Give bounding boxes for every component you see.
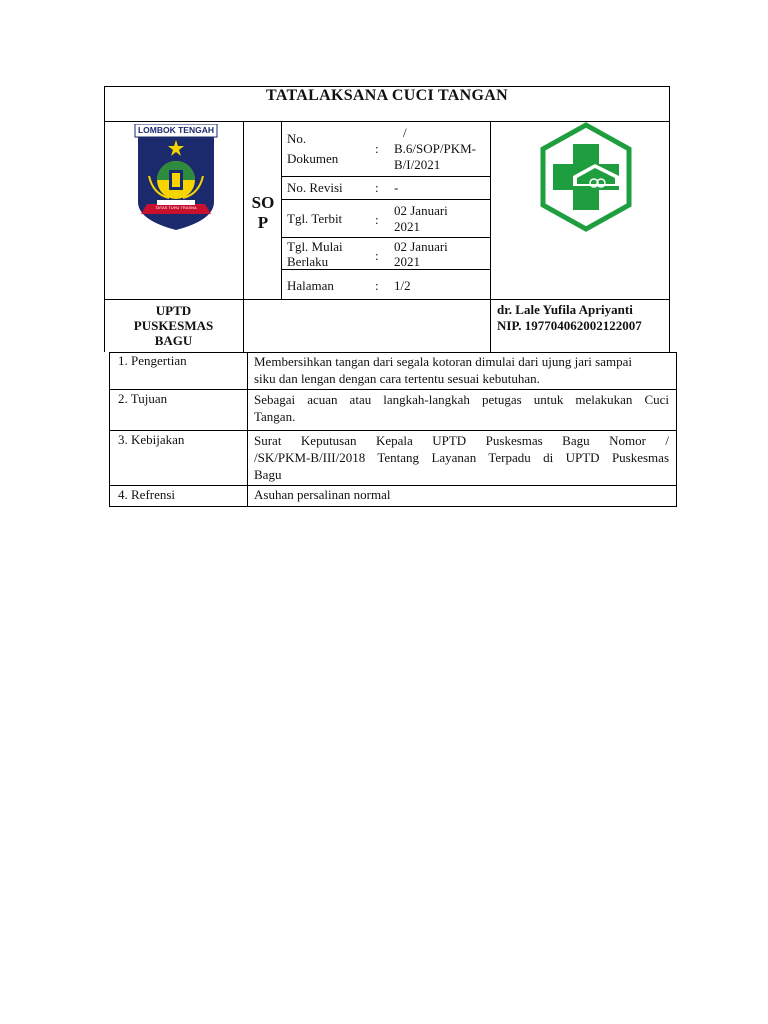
signer-name: dr. Lale Yufila Apriyanti [497, 302, 633, 317]
org-name: UPTD PUSKESMAS BAGU [133, 303, 214, 348]
document-title: TATALAKSANA CUCI TANGAN [266, 87, 508, 104]
puskesmas-logo-icon [539, 122, 633, 232]
sop-label: SO P [251, 193, 275, 232]
logo-banner-text: LOMBOK TENGAH [137, 125, 215, 135]
lombok-tengah-emblem-icon [133, 124, 219, 232]
logo-ribbon-text: TATAS TUHU TRASNA [155, 205, 197, 210]
signer-block [497, 302, 642, 334]
signer-nip: NIP. 197704062002122007 [497, 318, 642, 333]
